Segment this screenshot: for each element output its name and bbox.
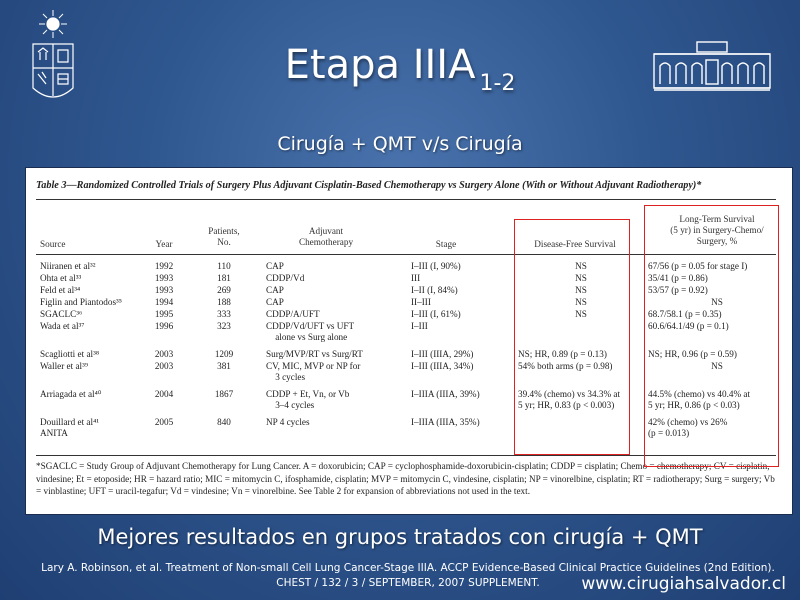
table-cell-lts: 42% (chemo) vs 26% (p = 0.013) xyxy=(648,417,728,438)
slide-title-text: Etapa IIIA xyxy=(284,42,476,88)
table-cell-lts: 44.5% (chemo) vs 40.4% at 5 yr; HR, 0.86 (p < 0.03) xyxy=(648,389,751,410)
table-cell-chemo: CDDP/Vd/UFT vs UFT alone vs Surg alone xyxy=(266,321,355,342)
table-cell-source: Ohta et al³³ xyxy=(40,273,82,283)
table-cell-chemo: CDDP/A/UFT xyxy=(266,309,320,319)
table-cell-source: Figlin and Piantodos³⁵ xyxy=(40,297,123,307)
table-cell-chemo: Surg/MVP/RT vs Surg/RT xyxy=(266,349,363,359)
table-caption: Table 3—Randomized Controlled Trials of Surgery Plus Adjuvant Cisplatin-Based Chemotherapy vs Surgery Alone (With or Without Adjuvant Radiotherapy)* xyxy=(36,180,702,191)
table-cell-stage: I–II (I, 84%) xyxy=(411,285,458,295)
header-year: Year xyxy=(155,239,173,249)
table-cell-lts: 53/57 (p = 0.92) xyxy=(648,285,708,295)
table-cell-patients: 1867 xyxy=(214,389,234,399)
table-top-rule xyxy=(36,199,776,200)
table-cell-chemo: CDDP + Et, Vn, or Vb 3–4 cycles xyxy=(266,389,350,410)
table-cell-patients: 323 xyxy=(217,321,231,331)
table-cell-year: 1993 xyxy=(154,273,174,283)
table-cell-patients: 188 xyxy=(217,297,231,307)
slide-title-reference: 1-2 xyxy=(479,71,516,96)
header-chemo: Adjuvant Chemotherapy xyxy=(298,226,354,247)
table-cell-stage: I–III (IIIA, 34%) xyxy=(411,361,474,371)
table-cell-patients: 840 xyxy=(217,417,231,427)
table-cell-lts: 67/56 (p = 0.05 for stage I) xyxy=(648,261,748,271)
table-cell-lts: 35/41 (p = 0.86) xyxy=(648,273,708,283)
table-cell-source: Arriagada et al⁴⁰ xyxy=(40,389,102,399)
conclusion-text: Mejores resultados en grupos tratados con cirugía + QMT xyxy=(97,525,703,549)
table-cell-patients: 269 xyxy=(217,285,231,295)
table-cell-dfs: 39.4% (chemo) vs 34.3% at 5 yr; HR, 0.83 (p < 0.003) xyxy=(518,389,621,410)
table-cell-lts: NS; HR, 0.96 (p = 0.59) xyxy=(648,349,737,359)
table-cell-lts: NS xyxy=(711,297,723,307)
highlight-box-dfs xyxy=(514,219,630,455)
table-cell-chemo: CAP xyxy=(266,285,284,295)
table-cell-stage: I–IIIA (IIIA, 39%) xyxy=(411,389,480,399)
table-cell-stage: I–III (I, 90%) xyxy=(411,261,461,271)
table-cell-year: 2004 xyxy=(154,389,174,399)
table-cell-patients: 333 xyxy=(217,309,231,319)
table-cell-patients: 381 xyxy=(217,361,231,371)
table-cell-year: 1992 xyxy=(154,261,174,271)
table-cell-lts: 68.7/58.1 (p = 0.35) xyxy=(648,309,722,319)
table-cell-lts: 60.6/64.1/49 (p = 0.1) xyxy=(648,321,729,331)
table-cell-source: Wada et al³⁷ xyxy=(40,321,85,331)
table-cell-dfs: NS xyxy=(575,309,587,319)
table-cell-chemo: CDDP/Vd xyxy=(266,273,305,283)
table-cell-source: Scagliotti et al³⁸ xyxy=(40,349,100,359)
header-dfs: Disease-Free Survival xyxy=(534,239,616,249)
table-panel xyxy=(25,167,793,515)
highlight-box-long-term-survival xyxy=(644,205,779,467)
header-source: Source xyxy=(40,239,66,249)
table-cell-chemo: CV, MIC, MVP or NP for 3 cycles xyxy=(266,361,361,382)
table-cell-year: 2003 xyxy=(154,349,174,359)
table-cell-chemo: CAP xyxy=(266,297,284,307)
table-cell-dfs: NS xyxy=(575,261,587,271)
table-cell-source: Niiranen et al³² xyxy=(40,261,96,271)
table-cell-stage: I–III (IIIA, 29%) xyxy=(411,349,474,359)
table-cell-dfs: NS xyxy=(575,273,587,283)
table-cell-year: 2005 xyxy=(154,417,174,427)
table-cell-stage: III xyxy=(411,273,421,283)
table-cell-lts: NS xyxy=(711,361,723,371)
table-cell-patients: 1209 xyxy=(214,349,234,359)
table-cell-source: Waller et al³⁹ xyxy=(40,361,89,371)
table-cell-dfs: NS; HR, 0.89 (p = 0.13) xyxy=(518,349,607,359)
table-cell-source: SGACLC³⁶ xyxy=(40,309,83,319)
table-cell-year: 1995 xyxy=(154,309,174,319)
table-cell-patients: 110 xyxy=(217,261,231,271)
citation-line-2: CHEST / 132 / 3 / SEPTEMBER, 2007 SUPPLEMENT. xyxy=(276,577,540,589)
header-long-term-survival: Long-Term Survival (5 yr) in Surgery-Chemo/ Surgery, % xyxy=(670,214,764,246)
table-cell-dfs: NS xyxy=(575,285,587,295)
table-cell-year: 1994 xyxy=(154,297,174,307)
header-patients: Patients, No. xyxy=(208,226,240,247)
table-cell-chemo: NP 4 cycles xyxy=(266,417,310,427)
table-cell-chemo: CAP xyxy=(266,261,284,271)
table-cell-stage: I–III (I, 61%) xyxy=(411,309,461,319)
table-cell-dfs: 54% both arms (p = 0.98) xyxy=(518,361,613,371)
website-url: www.cirugiahsalvador.cl xyxy=(581,574,786,594)
table-cell-patients: 181 xyxy=(217,273,231,283)
table-cell-year: 1996 xyxy=(154,321,174,331)
table-cell-dfs: NS xyxy=(575,297,587,307)
table-cell-year: 2003 xyxy=(154,361,174,371)
table-cell-source: Feld et al³⁴ xyxy=(40,285,81,295)
table-cell-stage: I–IIIA (IIIA, 35%) xyxy=(411,417,480,427)
slide-subtitle: Cirugía + QMT v/s Cirugía xyxy=(277,133,523,155)
citation-line-1: Lary A. Robinson, et al. Treatment of Non-small Cell Lung Cancer-Stage IIIA. ACCP Evidence-Based Clinical Practice Guidelines (2nd Edition). xyxy=(41,562,775,574)
header-stage: Stage xyxy=(435,239,457,249)
table-cell-stage: II–III xyxy=(411,297,431,307)
slide-title xyxy=(0,42,800,96)
table-cell-source: Douillard et al⁴¹ ANITA xyxy=(40,417,100,438)
table-cell-stage: I–III xyxy=(411,321,428,331)
table-footnote: *SGACLC = Study Group of Adjuvant Chemotherapy for Lung Cancer. A = doxorubicin; CAP = cyclophosphamide-doxorubicin-cisplatin; CDDP = cisplatin; Chemo = chemotherapy; CV = cisplatin, vindesine; Et = etoposide; HR = hazard ratio; MIC = mitomycin C, ifosphamide, cisplatin; MVP = mitomycin C, vindesine, cisplatin; NP = vinorelbine, cisplatin; RT = radiotherapy; Surg = surgery; Vb = vinblastine; UFT = uracil-tegafur; Vd = vindesine; Vn = vinorelbine. See Table 2 for expansion of abbreviations not used in the text. xyxy=(36,461,775,496)
table-cell-year: 1993 xyxy=(154,285,174,295)
